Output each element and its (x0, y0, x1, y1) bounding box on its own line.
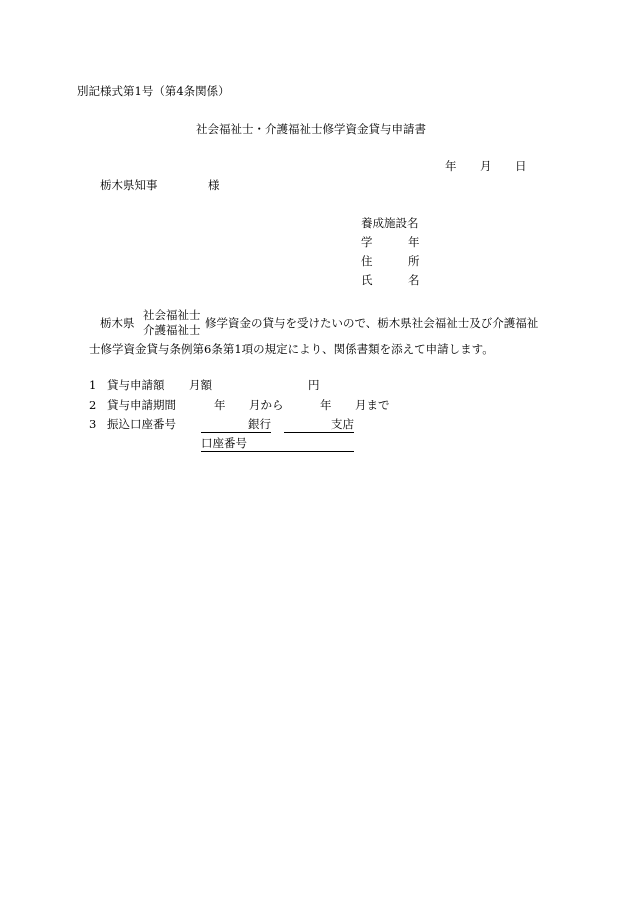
branch-name-field (284, 419, 354, 433)
applicant-name-label-a: 氏 (361, 273, 373, 287)
date-year-label: 年 (445, 159, 457, 173)
bank-label: 銀行 (248, 417, 271, 431)
applicant-name-label-b: 名 (408, 273, 420, 287)
body-line-2: 士修学資金貸与条例第6条第1項の規定により、関係書類を添えて申請します。 (89, 342, 494, 356)
body-prefix: 栃木県 (100, 316, 135, 330)
date-month-label: 月 (480, 159, 492, 173)
body-line-1: 修学資金の貸与を受けたいので、栃木県社会福祉士及び介護福祉 (205, 316, 539, 330)
date-day-label: 日 (515, 159, 527, 173)
addressee-name: 栃木県知事 (100, 178, 158, 192)
yen-unit: 円 (308, 378, 320, 392)
period-end-month: 月まで (355, 398, 390, 412)
address-label-a: 住 (361, 254, 373, 268)
address-label-b: 所 (408, 254, 420, 268)
item-3-number: 3 (89, 417, 97, 431)
item-2-label: 貸与申請期間 (107, 398, 176, 412)
item-2-number: 2 (89, 398, 97, 412)
bank-name-field (201, 419, 271, 433)
grade-label-a: 学 (361, 235, 373, 249)
period-start-month: 月から (249, 398, 284, 412)
addressee-honorific: 様 (208, 178, 220, 192)
qualification-option-care-worker: 介護福祉士 (143, 322, 201, 337)
qualification-choice (143, 310, 201, 336)
facility-name-label: 養成施設名 (361, 216, 419, 230)
grade-label-b: 年 (408, 235, 420, 249)
document-title: 社会福祉士・介護福祉士修学資金貸与申請書 (196, 122, 426, 136)
account-number-label: 口座番号 (201, 436, 247, 450)
item-1-label: 貸与申請額 (107, 378, 165, 392)
form-reference: 別記様式第1号（第4条関係） (77, 84, 230, 98)
monthly-amount-label: 月額 (189, 378, 212, 392)
account-number-field (201, 438, 354, 452)
period-end-year: 年 (320, 398, 332, 412)
branch-label: 支店 (331, 417, 354, 431)
period-start-year: 年 (214, 398, 226, 412)
item-1-number: 1 (89, 378, 97, 392)
qualification-option-social-worker: 社会福祉士 (143, 308, 201, 322)
item-3-label: 振込口座番号 (107, 417, 176, 431)
